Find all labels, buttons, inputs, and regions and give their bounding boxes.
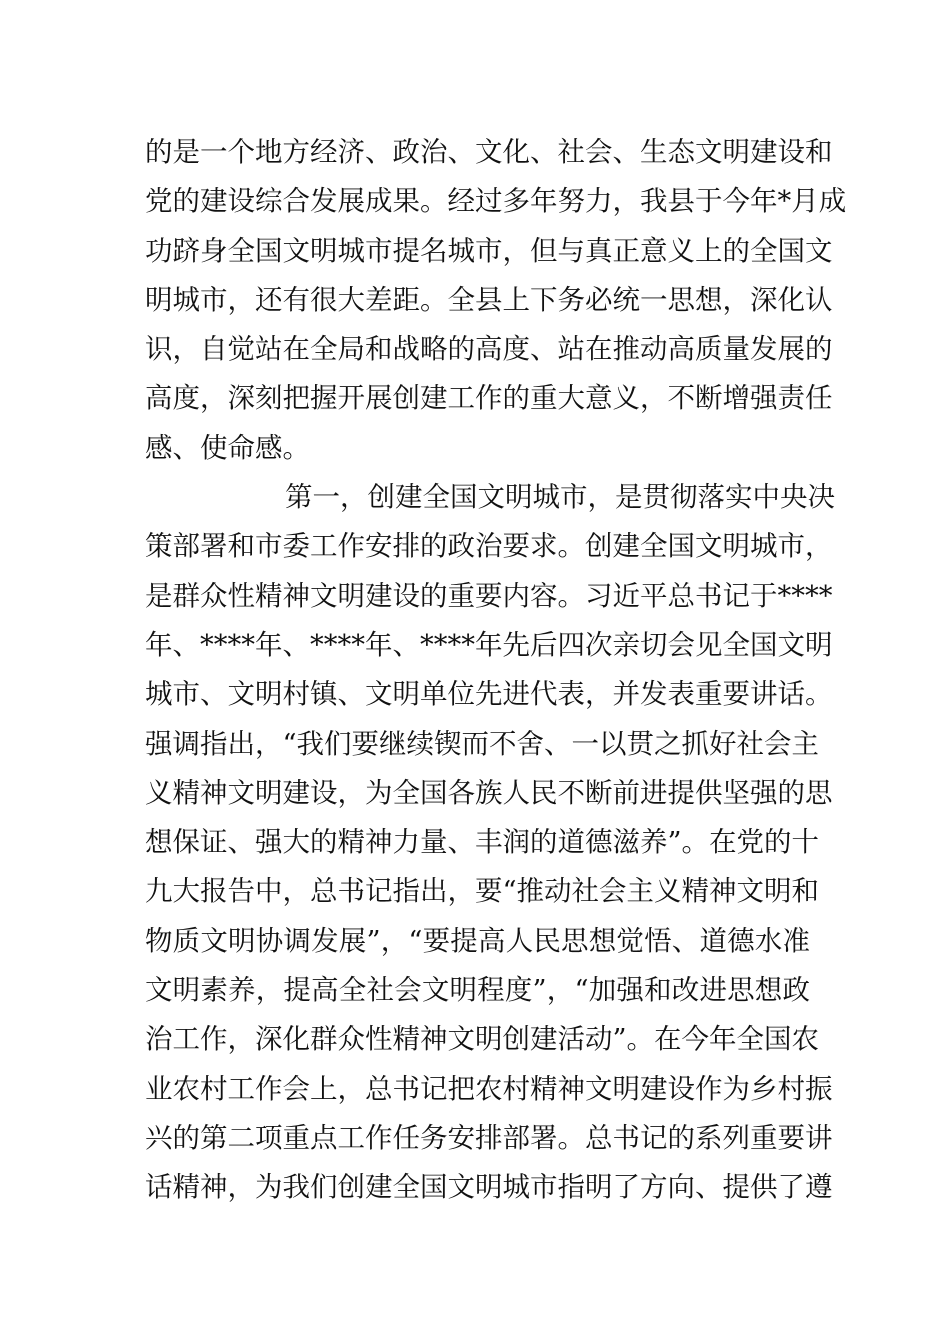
text-line: 高度，深刻把握开展创建工作的重大意义，不断增强责任 <box>145 382 833 415</box>
text-line: 想保证、强大的精神力量、丰润的道德滋养”。在党的十 <box>145 826 820 859</box>
text-line: 党的建设综合发展成果。经过多年努力，我县于今年*月成 <box>145 185 847 218</box>
text-line: 九大报告中，总书记指出，要“推动社会主义精神文明和 <box>145 875 820 908</box>
text-line: 义精神文明建设，为全国各族人民不断前进提供坚强的思 <box>145 776 833 809</box>
text-line: 的是一个地方经济、政治、文化、社会、生态文明建设和 <box>145 136 833 168</box>
text-line: 策部署和市委工作安排的政治要求。创建全国文明城市， <box>145 530 833 563</box>
text-line: 文明素养，提高全社会文明程度”，“加强和改进思想政 <box>145 974 810 1007</box>
text-line: 物质文明协调发展”，“要提高人民思想觉悟、道德水准 <box>145 924 810 957</box>
text-line: 强调指出，“我们要继续锲而不舍、一以贯之抓好社会主 <box>145 727 820 760</box>
text-line: 感、使命感。 <box>145 431 310 464</box>
paragraph-1 <box>145 128 847 473</box>
text-line: 话精神，为我们创建全国文明城市指明了方向、提供了遵 <box>145 1171 833 1204</box>
paragraph-2 <box>145 473 835 1212</box>
text-line: 明城市，还有很大差距。全县上下务必统一思想，深化认 <box>145 283 833 316</box>
text-line: 业农村工作会上，总书记把农村精神文明建设作为乡村振 <box>145 1072 833 1105</box>
text-line: 兴的第二项重点工作任务安排部署。总书记的系列重要讲 <box>145 1121 833 1154</box>
text-line: 第一，创建全国文明城市，是贯彻落实中央决 <box>285 481 835 514</box>
text-line: 功跻身全国文明城市提名城市，但与真正意义上的全国文 <box>145 234 833 267</box>
document-body <box>145 128 847 1213</box>
text-line: 治工作，深化群众性精神文明创建活动”。在今年全国农 <box>145 1023 820 1056</box>
text-line: 城市、文明村镇、文明单位先进代表，并发表重要讲话。 <box>145 678 833 711</box>
text-line: 年、****年、****年、****年先后四次亲切会见全国文明 <box>145 628 833 661</box>
text-line: 是群众性精神文明建设的重要内容。习近平总书记于**** <box>145 579 833 612</box>
text-line: 识，自觉站在全局和战略的高度、站在推动高质量发展的 <box>145 333 833 366</box>
